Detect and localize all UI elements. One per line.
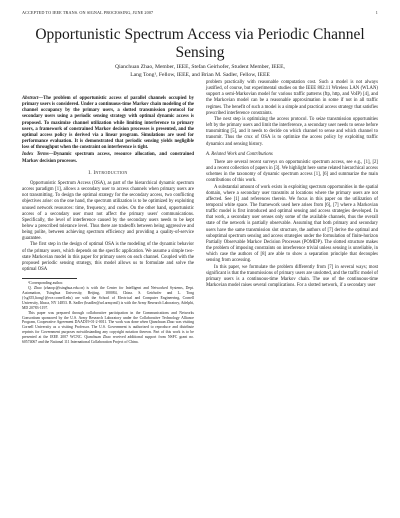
page-number: 1 xyxy=(375,10,378,15)
body-paragraph: problem practically with reasonable computation cost. Such a model is not always justified, of course, but experimental studies on the IEEE 802.11 Wireless LAN (WLAN) support a semi-Markovian model for various traffic patterns (ftp, http, and VoIP) [4], and the Markovian model can be a reasonable approximation in some if not in all traffic regimes. The benefit of such a model is a simple and practical access strategy that satisfies prescribed interference constraints. xyxy=(206,80,378,116)
right-column xyxy=(206,80,378,289)
intro-paragraph: The first step in the design of optimal OSA is the modeling of the dynamic behavior of the primary users, which depends on the specific application. We assume a simple two-state Markovian model in this paper for primary users on each channel. Coupled with the proposed periodic sensing strategy, this model allows us to formulate and solve the optimal OSA xyxy=(22,242,194,273)
author-line-2: Lang Tong¹, Fellow, IEEE, and Brian M. Sadler, Fellow, IEEE xyxy=(130,71,270,78)
subsection-heading-related-work: A. Related Work and Contributions xyxy=(206,151,273,157)
journal-header: ACCEPTED TO IEEE TRANS. ON SIGNAL PROCESSING, JUNE 2007 xyxy=(22,10,154,15)
left-column xyxy=(22,96,194,345)
footnote-divider xyxy=(22,278,77,279)
footnotes xyxy=(22,281,194,345)
intro-paragraph: Opportunistic Spectrum Access (OSA), as part of the hierarchical dynamic spectrum access paradigm [1], allows a secondary user to access channels when primary users are not transmitting. To design the optimal strategy for the secondary access, two conflicting objectives arise: on the one hand, the spectrum utilization is to be optimized by exploiting unused network resources: time, frequency, and codes. On the other hand, opportunistic access of a secondary user must not affect the primary users' communications. Specifically, the level of interference caused by the secondary users needs to be kept below a prescribed tolerance level. Thus there are tradeoffs between being aggressive and being polite, between achieving spectrum efficiency and providing a quality-of-service guarantee. xyxy=(22,180,194,242)
section-heading-introduction: I. Introduction xyxy=(88,170,128,176)
abstract xyxy=(22,96,194,151)
body-paragraph: The next step is optimizing the access protocol. To seize transmission opportunities left by the primary users and limit the interference, a secondary user needs to sense before transmitting [5], and it needs to decide on which channel to sense and which channel to transmit. Thus the crux of OSA is to optimize the access policy by exploiting traffic dynamics and sensing history. xyxy=(206,116,378,147)
abstract-label: Abstract xyxy=(22,96,39,101)
footnote-affiliations: Q. Zhao (zhaoqc@tsinghua.edu.cn) is with the Center for Intelligent and Networked Systems, Dept. Automation, Tsinghua University, Beijing, 100084, China. S. Geirhofer and L. Tong ({sg355,ltong}@ece.cornell.edu) are with the School of Electrical and Computer Engineering, Cornell University, Ithaca, NY 14853. B. Sadler (bsadler@arl.army.mil) is with the Army Research Laboratory, Adelphi, MD 20783-1197. xyxy=(22,286,194,310)
footnote-corresponding: ¹Corresponding author. xyxy=(28,281,64,286)
body-paragraph: In this paper, we formulate the problem differently from [7] in several ways; most significant is that the transmissions of primary users are unslotted, and the traffic model of primary users is a continuous-time Markov chain. The use of the continuous-time Markovian model raises several complications. For a slotted network, if a secondary user xyxy=(206,264,378,288)
author-line-1: Qianchuan Zhao, Member, IEEE, Stefan Geirhofer, Student Member, IEEE, xyxy=(115,64,285,70)
index-terms-label: Index Terms xyxy=(22,152,49,158)
paper-title: Opportunistic Spectrum Access via Periodic Channel Sensing xyxy=(35,26,365,61)
index-terms-text: —Dynamic spectrum access, resource allocation, and constrained Markov decision processes. xyxy=(22,152,194,164)
index-terms xyxy=(22,152,194,164)
author-list xyxy=(40,64,360,79)
running-header xyxy=(22,10,378,18)
footnote-funding: This paper was prepared through collaborative participation in the Communications and Networks Consortium sponsored by the U.S. Army Research Laboratory under the Collaborative Technology Alliance Program, Cooperative Agreement DAAD19-01-2-0011. The work was done when Qianchuan Zhao was visiting Cornell University as a visiting Professor. The U.S. Government is authorized to reproduce and distribute reprints for Government purposes notwithstanding any copyright notation thereon. Part of this work is to be presented at the IEEE 2007 WCNC. Qianchuan Zhao received additional support from NSFC grant no. 60574067 and the National 111 International Collaboration Project of China. xyxy=(22,310,194,345)
body-paragraph: There are several recent surveys on opportunistic spectrum access, see e.g., [1], [2] and a recent collection of papers in [3]. We highlight here some related hierarchical access schemes in the taxonomy of dynamic spectrum access [1], [6] and summarize the main contributions of this work. xyxy=(206,159,378,184)
body-paragraph: A substantial amount of work exists in exploiting spectrum opportunities in the spatial domain, where a secondary user transmits at locations where the primary users are not affected. See [1] and references therein. We focus in this paper on the utilization of temporal white space. The framework used here arises from [6], [7] where a Markovian traffic model is first introduced and optimal sensing and access strategies developed. In that work, a secondary user senses only some of the available channels, thus the overall state of the network is partially observable. Assuming that both primary and secondary users have the same transmission slot structure, the authors of [7] derive the optimal and suboptimal spectrum sensing and access strategies under the formulation of finite-horizon Partially Observable Markov Decision Processes (POMDP). The slotted structure makes the problem of imposing constraints on interference trivial unless sensing is unreliable, in which case the authors of [8] are able to show a separation principle that decouples sensing from accessing. xyxy=(206,184,378,264)
abstract-text: —The problem of opportunistic access of parallel channels occupied by primary users is considered. Under a continuous-time Markov chain modeling of the channel occupancy by the primary users, a slotted transmission protocol for secondary users using a periodic sensing strategy with optimal dynamic access is proposed. To maximize channel utilization while limiting interference to primary users, a framework of constrained Markov decision processes is presented, and the optimal access policy is derived via a linear program. Simulations are used for performance evaluation. It is demonstrated that periodic sensing yields negligible loss of throughput when the constraint on interference is tight. xyxy=(22,96,194,151)
